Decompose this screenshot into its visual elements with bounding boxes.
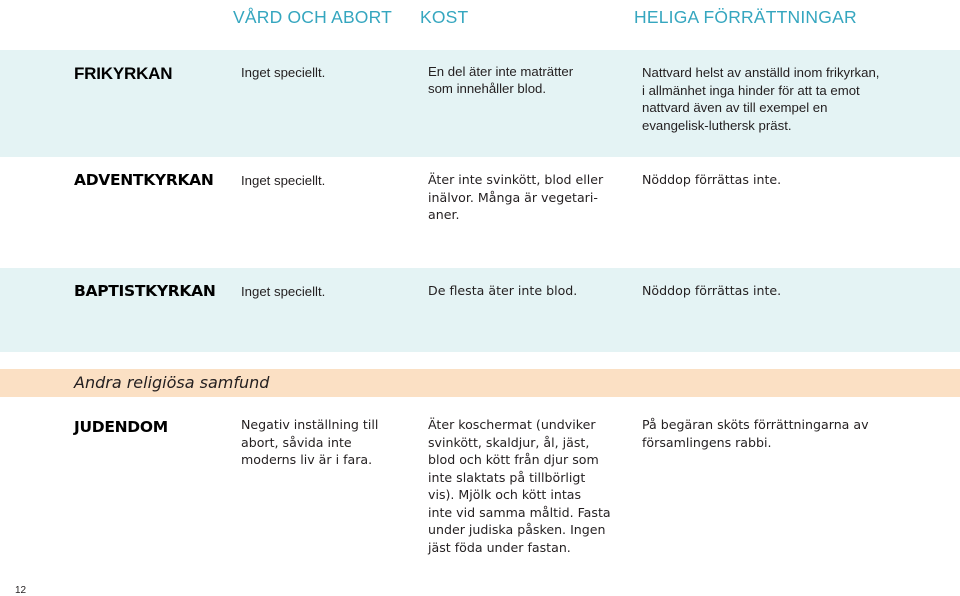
- section-title-other-religions: Andra religiösa samfund: [74, 373, 270, 392]
- row-band-baptistkyrkan: [0, 268, 960, 352]
- row-name-adventkyrkan: ADVENTKYRKAN: [74, 171, 214, 189]
- column-header-diet: KOST: [420, 7, 469, 27]
- baptistkyrkan-sacraments-cell: Nöddop förrättas inte.: [642, 283, 782, 298]
- frikyrkan-sacraments-cell: Nattvard helst av anställd inom frikyrkan, i allmänhet inga hinder för att ta emot nattvard även av till exempel en evangelisk-luthersk präst.: [642, 65, 880, 133]
- frikyrkan-care-cell: Inget speciellt.: [241, 65, 326, 80]
- judendom-diet-cell: Äter koschermat (undviker svinkött, skaldjur, ål, jäst, blod och kött från djur som inte slaktats på tillbörligt vis). Mjölk och kött intas inte vid samma måltid. Fasta under judiska påsken. Ingen jäst föda under fastan.: [428, 417, 611, 555]
- judendom-sacraments-cell: På begäran sköts förrättningarna av församlingens rabbi.: [642, 417, 869, 450]
- baptistkyrkan-diet-cell: De flesta äter inte blod.: [428, 283, 578, 298]
- judendom-care-cell: Negativ inställning till abort, såvida inte moderns liv är i fara.: [241, 417, 379, 467]
- row-name-frikyrkan: FRIKYRKAN: [74, 64, 173, 83]
- adventkyrkan-diet-cell: Äter inte svinkött, blod eller inälvor. Många är vegetari- aner.: [428, 172, 604, 222]
- adventkyrkan-care-cell: Inget speciellt.: [241, 173, 326, 188]
- frikyrkan-diet-cell: En del äter inte maträtter som innehåller blod.: [428, 64, 574, 96]
- column-header-care-abortion: VÅRD OCH ABORT: [233, 7, 393, 27]
- adventkyrkan-sacraments-cell: Nöddop förrättas inte.: [642, 172, 782, 187]
- row-name-baptistkyrkan: BAPTISTKYRKAN: [74, 282, 216, 300]
- baptistkyrkan-care-cell: Inget speciellt.: [241, 284, 326, 299]
- row-name-judendom: JUDENDOM: [74, 418, 168, 436]
- column-header-sacraments: HELIGA FÖRRÄTTNINGAR: [634, 7, 857, 27]
- page-number: 12: [15, 585, 27, 596]
